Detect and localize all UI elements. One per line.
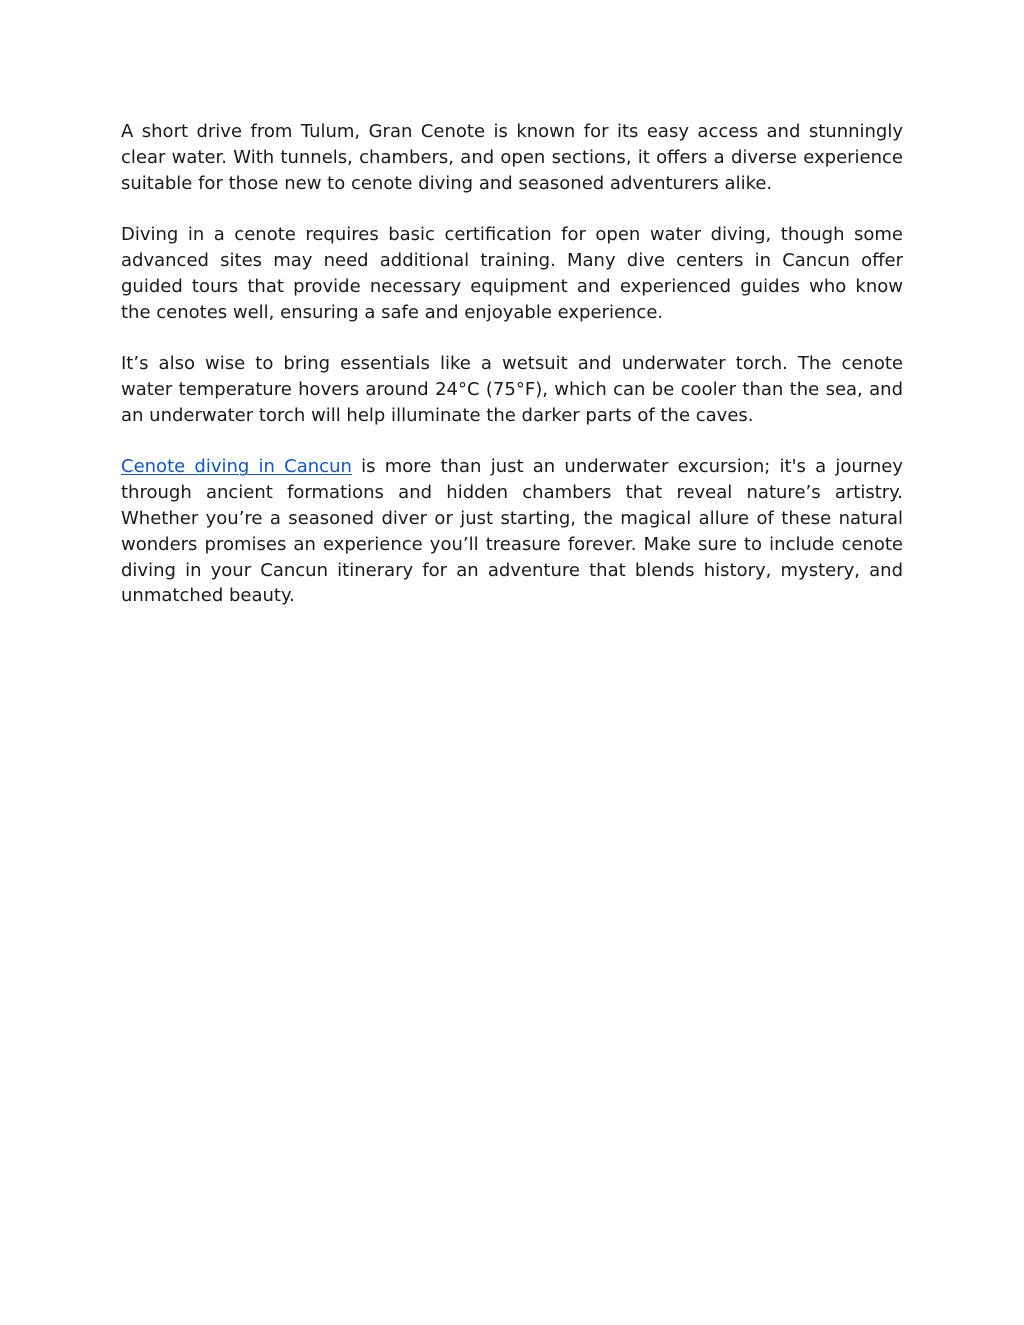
paragraph-certification: Diving in a cenote requires basic certification for open water diving, though some advanced sites may need additional training. Many dive centers in Cancun offer guided tours that provide necessary equipment and experienced guides who know the cenotes well, ensuring a safe and enjoyable experience.: [121, 224, 903, 323]
paragraph-essentials: It’s also wise to bring essentials like a wetsuit and underwater torch. The cenote water temperature hovers around 24°C (75°F), which can be cooler than the sea, and an underwater torch will help illuminate the darker parts of the caves.: [121, 353, 903, 426]
cenote-diving-link[interactable]: Cenote diving in Cancun: [121, 456, 352, 478]
paragraph-gran-cenote: A short drive from Tulum, Gran Cenote is known for its easy access and stunningly clear water. With tunnels, chambers, and open sections, it offers a diverse experience suitable for those new to cenote diving and seasoned adventurers alike.: [121, 121, 903, 194]
paragraph-closing: [121, 454, 903, 609]
closing-text: is more than just an underwater excursion; it's a journey through ancient formations and hidden chambers that reveal nature’s artistry. Whether you’re a seasoned diver or just starting, the magical allure of these natural wonders promises an experience you’ll treasure forever. Make sure to include cenote diving in your Cancun itinerary for an adventure that blends history, mystery, and unmatched beauty.: [121, 456, 903, 607]
document-body: [121, 119, 903, 609]
